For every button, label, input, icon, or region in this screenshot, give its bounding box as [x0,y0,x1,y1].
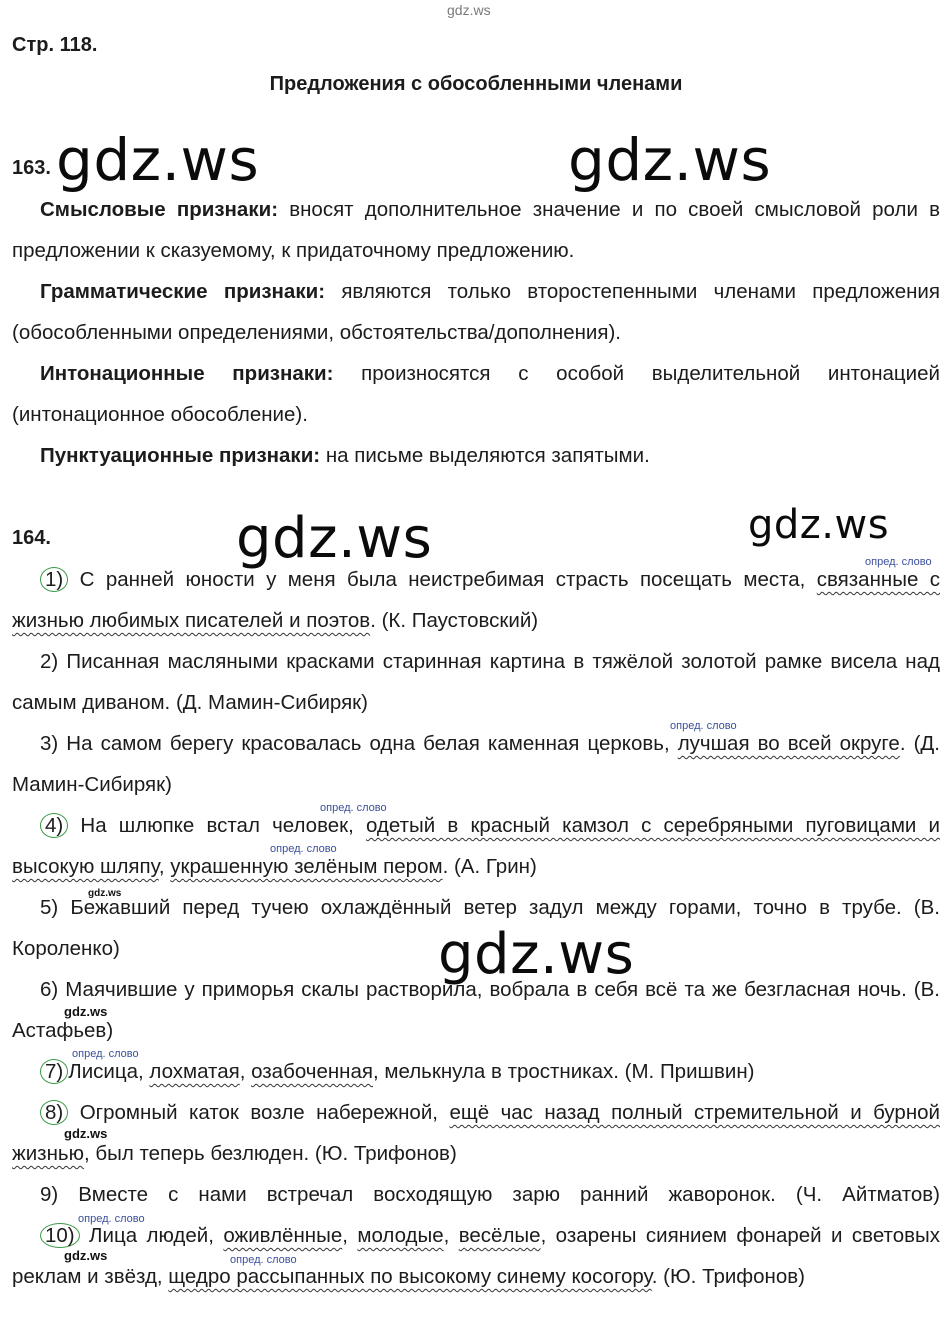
sentence-text: . (К. Паустовский) [370,609,539,632]
watermark-large: gdz.ws [438,922,635,987]
ex163-item-punctuation [12,435,940,476]
isolated-member: оживлённые [223,1224,343,1247]
ex163-item-intonation [12,353,940,435]
sentence-4 [12,805,940,887]
annotation-note: опред. слово [320,802,387,814]
sentence-text: , [443,1224,459,1247]
sentence-text: , озарены сиянием фонарей и световых реклам и звёзд, [12,1224,940,1288]
sentence-text: , [239,1060,252,1083]
watermark-small: gdz.ws [64,1004,108,1019]
ex163-item-semantic [12,189,940,271]
sentence-text: . (А. Грин) [442,855,537,878]
sentence-text: . (Д. Мамин-Сибиряк) [12,732,940,796]
sentence-number-circled: 7) [40,1059,68,1084]
isolated-member: лохматая [149,1060,240,1083]
sentence-8 [12,1092,940,1174]
watermark-large: gdz.ws [56,126,260,194]
annotation-note: опред. слово [865,556,932,568]
page-label: Стр. 118. [12,34,98,56]
sentence-number-circled: 4) [40,813,68,838]
isolated-member: ещё час назад полный стремительной и бурной жизнью [12,1101,941,1165]
definition: на письме выделяются запятыми. [320,444,650,467]
sentence-number-circled: 10) [40,1223,80,1248]
isolated-member: весёлые [458,1224,541,1247]
watermark-medium: gdz.ws [748,502,890,548]
term: Интонационные признаки: [40,362,334,385]
annotation-note: опред. слово [270,843,337,855]
watermark-small: gdz.ws [88,888,122,899]
isolated-member: связанные с жизнью любимых писателей и поэтов [12,568,940,632]
sentence-text: Огромный каток возле набережной, [68,1101,450,1124]
ex163-item-grammatical [12,271,940,353]
sentence-number-circled: 8) [40,1100,68,1125]
term: Пунктуационные признаки: [40,444,321,467]
exercise-163-number: 163. [12,157,51,179]
sentence-text: , [342,1224,358,1247]
definition: являются только второстепенными членами предложения (обособленными определениями, обстоятельства/дополнения). [12,280,940,344]
definition: вносят дополнительное значение и по своей смысловой роли в предложении к сказуемому, к придаточному предложению. [12,198,940,262]
annotation-note: опред. слово [230,1254,297,1266]
sentence-text: 3) На самом берегу красовалась одна белая каменная церковь, [40,732,678,755]
watermark-small: gdz.ws [64,1248,108,1263]
annotation-note: опред. слово [72,1048,139,1060]
isolated-member: щедро рассыпанных по высокому синему косогору [168,1265,652,1288]
sentence-text: С ранней юности у меня была неистребимая страсть посещать места, [68,568,817,591]
isolated-member: лучшая во всей округе [677,732,900,755]
sentence-text: , мелькнула в тростниках. (М. Пришвин) [373,1060,755,1083]
annotation-note: опред. слово [78,1213,145,1225]
sentence-number-circled: 1) [40,567,68,592]
term: Смысловые признаки: [40,198,279,221]
sentence-text: На шлюпке встал человек, [68,814,366,837]
isolated-member: озабоченная [251,1060,373,1083]
annotation-note: опред. слово [670,720,737,732]
sentence-text: 5) Бежавший перед тучею охлаждённый ветер задул между горами, точно в трубе. (В. Короленко) [12,896,940,960]
definition: произносятся с особой выделительной интонацией (интонационное обособление). [12,362,940,426]
sentence-text: , [158,855,171,878]
sentence-text: 9) Вместе с нами встречал восходящую зарю ранний жаворонок. (Ч. Айтматов) [40,1183,940,1206]
isolated-member: украшенную зелёным пером [170,855,443,878]
isolated-member: молодые [357,1224,444,1247]
sentence-1 [12,559,940,641]
watermark-large: gdz.ws [236,506,433,571]
isolated-member: одетый в красный камзол с серебряными пуговицами и высокую шляпу [12,814,940,878]
watermark-large: gdz.ws [568,126,772,194]
sentence-9 [12,1174,940,1215]
sentence-2 [12,641,940,723]
sentence-text: . (Ю. Трифонов) [651,1265,805,1288]
sentence-text: 6) Маячившие у приморья скалы растворила, вобрала в себя всё та же безгласная ночь. (В. Астафьев) [12,978,940,1042]
sentence-3 [12,723,940,805]
sentence-5 [12,887,940,969]
sentence-6 [12,969,940,1051]
exercise-164-number: 164. [12,527,51,549]
sentence-text: 2) Писанная масляными красками старинная картина в тяжёлой золотой рамке висела над самым диваном. (Д. Мамин-Сибиряк) [12,650,940,714]
watermark-small: gdz.ws [64,1126,108,1141]
watermark-top: gdz.ws [447,2,491,18]
section-title: Предложения с обособленными членами [269,73,683,95]
sentence-text: , был теперь безлюден. (Ю. Трифонов) [83,1142,457,1165]
sentence-text: Лица людей, [79,1224,224,1247]
term: Грамматические признаки: [40,280,326,303]
sentence-10 [12,1215,940,1297]
sentence-text: Лисица, [68,1060,150,1083]
sentence-7 [12,1051,940,1092]
